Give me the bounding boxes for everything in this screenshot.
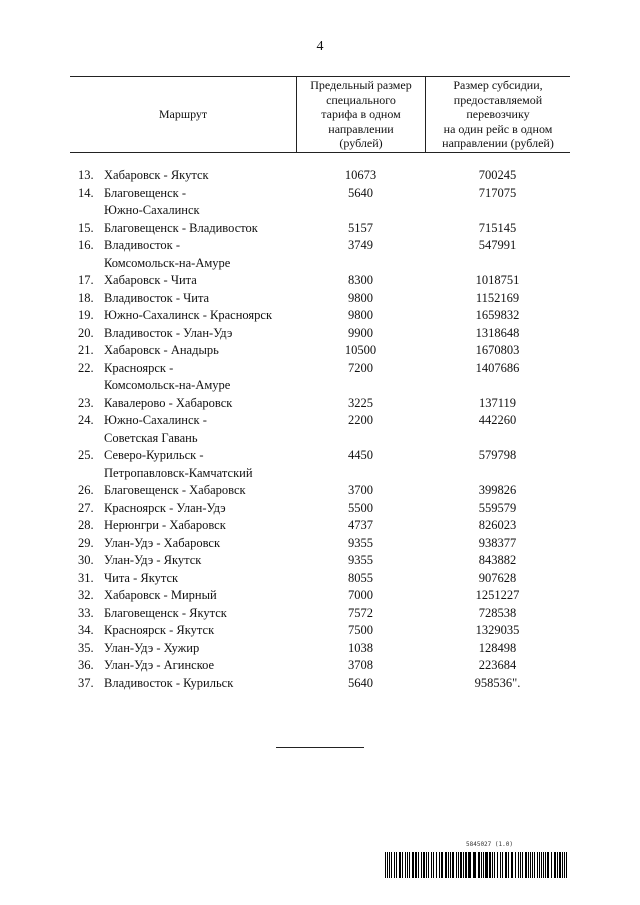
tariff-cell: 7200 <box>348 360 373 375</box>
route-line: Хабаровск - Мирный <box>104 588 217 602</box>
barcode-bar <box>465 852 467 878</box>
route-cell <box>104 395 296 413</box>
barcode-bar <box>557 852 558 878</box>
barcode-bar <box>423 852 425 878</box>
barcode-bar <box>508 852 509 878</box>
route-line: Улан-Удэ - Хужир <box>104 640 200 655</box>
end-divider <box>276 747 364 748</box>
tariff-cell: 4450 <box>348 448 373 462</box>
table-header <box>70 76 570 153</box>
barcode-bar <box>428 852 429 878</box>
table-body <box>70 153 570 692</box>
row-number: 26. <box>78 483 94 497</box>
route-cell <box>104 185 296 220</box>
header-tariff-line: Предельный размер <box>310 78 412 93</box>
header-tariff-line: направлении <box>328 121 394 136</box>
route-cell <box>104 552 296 570</box>
row-number: 27. <box>78 500 94 515</box>
table-row <box>70 570 570 588</box>
tariff-cell: 7000 <box>348 588 373 602</box>
barcode-bar <box>492 852 493 878</box>
row-number: 14. <box>78 185 94 200</box>
row-number: 30. <box>78 553 94 567</box>
route-line: Красноярск - Улан-Удэ <box>104 500 226 515</box>
row-number: 24. <box>78 413 94 427</box>
table-row <box>70 675 570 693</box>
table-row <box>70 272 570 290</box>
tariff-cell: 10673 <box>344 168 377 182</box>
barcode-bar <box>515 852 516 878</box>
tariff-cell: 3225 <box>348 395 373 410</box>
route-cell <box>104 675 296 693</box>
route-line: Красноярск - Якутск <box>104 623 215 637</box>
route-cell <box>104 640 296 658</box>
subsidy-cell: 728538 <box>478 605 517 620</box>
route-line: Улан-Удэ - Якутск <box>104 553 202 567</box>
route-line: Владивосток - Курильск <box>104 675 234 690</box>
barcode-bar <box>441 852 443 878</box>
route-cell <box>104 500 296 518</box>
row-number: 28. <box>78 518 94 532</box>
route-line: Чита - Якутск <box>104 570 179 585</box>
barcode-bar <box>562 852 563 878</box>
header-route-label: Маршрут <box>158 107 208 122</box>
barcode-bar <box>497 852 498 878</box>
subsidy-cell: 1152169 <box>475 290 520 305</box>
barcode-bar <box>483 852 484 878</box>
subsidy-cell: 399826 <box>478 483 517 497</box>
barcode-bar <box>473 852 476 878</box>
tariff-cell: 10500 <box>344 343 377 357</box>
header-tariff <box>296 77 425 152</box>
barcode-bar <box>458 852 459 878</box>
barcode-bar <box>520 852 521 878</box>
header-subsidy-line: предоставляемой <box>453 92 543 107</box>
route-line: Южно-Сахалинск <box>104 203 200 217</box>
tariff-cell: 4737 <box>348 518 373 532</box>
subsidy-cell: 907628 <box>478 570 517 585</box>
route-cell <box>104 290 296 308</box>
route-line: Владивосток - <box>104 238 181 252</box>
route-line: Комсомольск-на-Амуре <box>104 255 231 270</box>
table-row <box>70 552 570 570</box>
table-row <box>70 395 570 413</box>
route-line: Нерюнгри - Хабаровск <box>104 518 226 532</box>
route-line: Петропавловск-Камчатский <box>104 465 253 480</box>
route-line: Советская Гавань <box>104 430 198 445</box>
subsidy-cell: 442260 <box>478 413 517 427</box>
tariff-cell: 9800 <box>348 290 373 305</box>
barcode-bar <box>418 852 419 878</box>
route-cell <box>104 360 296 395</box>
table-row <box>70 587 570 605</box>
barcode-bar <box>426 852 427 878</box>
subsidy-cell: 1018751 <box>475 273 520 287</box>
barcode-bar <box>481 852 482 878</box>
routes-table <box>70 76 570 692</box>
subsidy-cell: 137119 <box>478 395 517 410</box>
barcode-bar <box>545 852 546 878</box>
route-line: Кавалерово - Хабаровск <box>104 395 233 410</box>
barcode-bar <box>452 852 454 878</box>
subsidy-cell: 579798 <box>478 448 517 462</box>
barcode-bar <box>433 852 434 878</box>
table-row <box>70 622 570 640</box>
table-row <box>70 220 570 238</box>
barcode-bar <box>551 852 552 878</box>
table-row <box>70 237 570 272</box>
table-row <box>70 517 570 535</box>
route-cell <box>104 220 296 238</box>
route-line: Красноярск - <box>104 360 174 375</box>
barcode-bar <box>530 852 531 878</box>
barcode-bar <box>460 852 462 878</box>
barcode-bar <box>500 852 501 878</box>
barcode-bar <box>431 852 432 878</box>
barcode-bar <box>421 852 422 878</box>
barcode-bar <box>554 852 556 878</box>
tariff-cell: 3700 <box>348 483 373 497</box>
barcode-bar <box>439 852 440 878</box>
barcode-image <box>385 852 568 878</box>
barcode-bar <box>385 852 386 878</box>
table-row <box>70 482 570 500</box>
barcode-bar <box>405 852 406 878</box>
subsidy-cell: 715145 <box>478 220 517 235</box>
route-line: Хабаровск - Якутск <box>104 168 209 182</box>
tariff-cell: 5500 <box>348 500 373 515</box>
route-line: Северо-Курильск - <box>104 448 204 462</box>
row-number: 21. <box>78 343 94 357</box>
barcode-bar <box>463 852 464 878</box>
tariff-cell: 3708 <box>348 658 373 672</box>
route-line: Комсомольск-на-Амуре <box>104 378 231 392</box>
header-subsidy-line: направлении (рублей) <box>442 136 554 151</box>
route-cell <box>104 605 296 623</box>
barcode-bar <box>478 852 480 878</box>
subsidy-cell: 700245 <box>478 168 517 182</box>
route-line: Благовещенск - Владивосток <box>104 220 258 235</box>
tariff-cell: 7500 <box>348 623 373 637</box>
barcode-bar <box>518 852 519 878</box>
route-line: Благовещенск - <box>104 185 187 200</box>
row-number: 13. <box>78 168 94 182</box>
header-tariff-line: (рублей) <box>339 136 383 151</box>
barcode-bar <box>450 852 451 878</box>
row-number: 18. <box>78 290 94 305</box>
table-row <box>70 605 570 623</box>
barcode-bar <box>564 852 565 878</box>
subsidy-cell: 1659832 <box>475 308 520 322</box>
route-cell <box>104 412 296 447</box>
barcode-bar <box>394 852 395 878</box>
tariff-cell: 7572 <box>348 605 373 620</box>
route-line: Южно-Сахалинск - Красноярск <box>104 308 273 322</box>
table-row <box>70 640 570 658</box>
barcode-bar <box>389 852 390 878</box>
route-cell <box>104 517 296 535</box>
row-number: 35. <box>78 640 94 655</box>
barcode-bar <box>537 852 538 878</box>
page-number: 4 <box>316 39 324 54</box>
subsidy-cell: 717075 <box>478 185 517 200</box>
subsidy-cell: 1318648 <box>475 325 520 340</box>
subsidy-cell: 938377 <box>478 535 517 550</box>
route-cell <box>104 587 296 605</box>
route-cell <box>104 535 296 553</box>
barcode-bar <box>559 852 561 878</box>
tariff-cell: 9355 <box>348 553 373 567</box>
table-row <box>70 535 570 553</box>
tariff-cell: 9900 <box>348 325 373 340</box>
route-line: Улан-Удэ - Хабаровск <box>104 535 221 550</box>
row-number: 34. <box>78 623 94 637</box>
tariff-cell: 3749 <box>348 238 373 252</box>
barcode-bar <box>522 852 523 878</box>
table-row <box>70 307 570 325</box>
barcode-bar <box>543 852 544 878</box>
route-cell <box>104 447 296 482</box>
row-number: 19. <box>78 308 94 322</box>
tariff-cell: 8055 <box>348 570 373 585</box>
route-line: Благовещенск - Хабаровск <box>104 483 246 497</box>
barcode-bar <box>539 852 540 878</box>
table-row <box>70 360 570 395</box>
barcode-bar <box>407 852 408 878</box>
tariff-cell: 2200 <box>348 413 373 427</box>
tariff-cell: 5640 <box>348 185 373 200</box>
row-number: 16. <box>78 238 94 252</box>
table-row <box>70 325 570 343</box>
subsidy-cell: 128498 <box>478 640 517 655</box>
route-cell <box>104 272 296 290</box>
route-line: Владивосток - Улан-Удэ <box>104 325 233 340</box>
header-subsidy-line: Размер субсидии, <box>453 78 543 93</box>
tariff-cell: 8300 <box>348 273 373 287</box>
barcode-bar <box>547 852 549 878</box>
header-subsidy-line: на один рейс в одном <box>443 121 553 136</box>
barcode-bar <box>391 852 392 878</box>
barcode-bar <box>502 852 503 878</box>
barcode-code-text: 5845027 (1.0) <box>466 841 513 848</box>
barcode-bar <box>534 852 535 878</box>
subsidy-cell: 559579 <box>478 500 517 515</box>
row-number: 37. <box>78 675 94 690</box>
table-row <box>70 185 570 220</box>
route-cell <box>104 570 296 588</box>
barcode-bar <box>412 852 414 878</box>
tariff-cell: 9800 <box>348 308 373 322</box>
route-line: Улан-Удэ - Агинское <box>104 658 215 672</box>
row-number: 15. <box>78 220 94 235</box>
route-line: Хабаровск - Чита <box>104 273 197 287</box>
route-cell <box>104 167 296 185</box>
barcode-bar <box>445 852 447 878</box>
barcode-bar <box>387 852 388 878</box>
row-number: 20. <box>78 325 94 340</box>
barcode-bar <box>494 852 495 878</box>
header-tariff-line: тарифа в одном <box>321 107 401 122</box>
subsidy-cell: 547991 <box>478 238 517 252</box>
header-subsidy-line: перевозчику <box>466 107 530 122</box>
barcode-bar <box>525 852 527 878</box>
barcode-bar <box>532 852 533 878</box>
route-cell <box>104 482 296 500</box>
table-row <box>70 447 570 482</box>
subsidy-cell: 958536". <box>474 675 521 690</box>
barcode-bar <box>456 852 457 878</box>
barcode-bar <box>566 852 567 878</box>
tariff-cell: 1038 <box>348 640 373 655</box>
subsidy-cell: 223684 <box>478 658 517 672</box>
route-line: Хабаровск - Анадырь <box>104 343 219 357</box>
route-cell <box>104 657 296 675</box>
route-cell <box>104 237 296 272</box>
row-number: 29. <box>78 535 94 550</box>
route-line: Благовещенск - Якутск <box>104 605 227 620</box>
route-cell <box>104 622 296 640</box>
row-number: 36. <box>78 658 94 672</box>
barcode-bar <box>402 852 403 878</box>
subsidy-cell: 1329035 <box>475 623 520 637</box>
row-number: 22. <box>78 360 94 375</box>
barcode-bar <box>468 852 471 878</box>
subsidy-cell: 826023 <box>478 518 517 532</box>
row-number: 33. <box>78 605 94 620</box>
barcode-bar <box>399 852 401 878</box>
table-row <box>70 167 570 185</box>
route-cell <box>104 325 296 343</box>
barcode-bar <box>511 852 513 878</box>
tariff-cell: 5640 <box>348 675 373 690</box>
barcode-bar <box>396 852 397 878</box>
row-number: 17. <box>78 273 94 287</box>
table-row <box>70 412 570 447</box>
barcode-bar <box>448 852 449 878</box>
barcode-bar <box>436 852 437 878</box>
subsidy-cell: 1407686 <box>475 360 520 375</box>
tariff-cell: 5157 <box>348 220 373 235</box>
barcode-bar <box>541 852 542 878</box>
header-tariff-line: специального <box>326 92 396 107</box>
route-cell <box>104 307 296 325</box>
barcode-bar <box>505 852 507 878</box>
subsidy-cell: 1251227 <box>475 588 520 602</box>
route-line: Владивосток - Чита <box>104 290 210 305</box>
row-number: 32. <box>78 588 94 602</box>
barcode-bar <box>409 852 410 878</box>
barcode-bar <box>528 852 529 878</box>
subsidy-cell: 1670803 <box>475 343 520 357</box>
subsidy-cell: 843882 <box>478 553 517 567</box>
table-row <box>70 342 570 360</box>
barcode-bar <box>415 852 417 878</box>
table-row <box>70 500 570 518</box>
route-line: Южно-Сахалинск - <box>104 413 207 427</box>
row-number: 23. <box>78 395 94 410</box>
header-subsidy <box>425 77 570 152</box>
barcode-bar <box>485 852 488 878</box>
row-number: 31. <box>78 570 94 585</box>
table-row <box>70 657 570 675</box>
header-route <box>70 77 296 152</box>
barcode-bar <box>489 852 491 878</box>
row-number: 25. <box>78 448 94 462</box>
table-row <box>70 290 570 308</box>
route-cell <box>104 342 296 360</box>
tariff-cell: 9355 <box>348 535 373 550</box>
